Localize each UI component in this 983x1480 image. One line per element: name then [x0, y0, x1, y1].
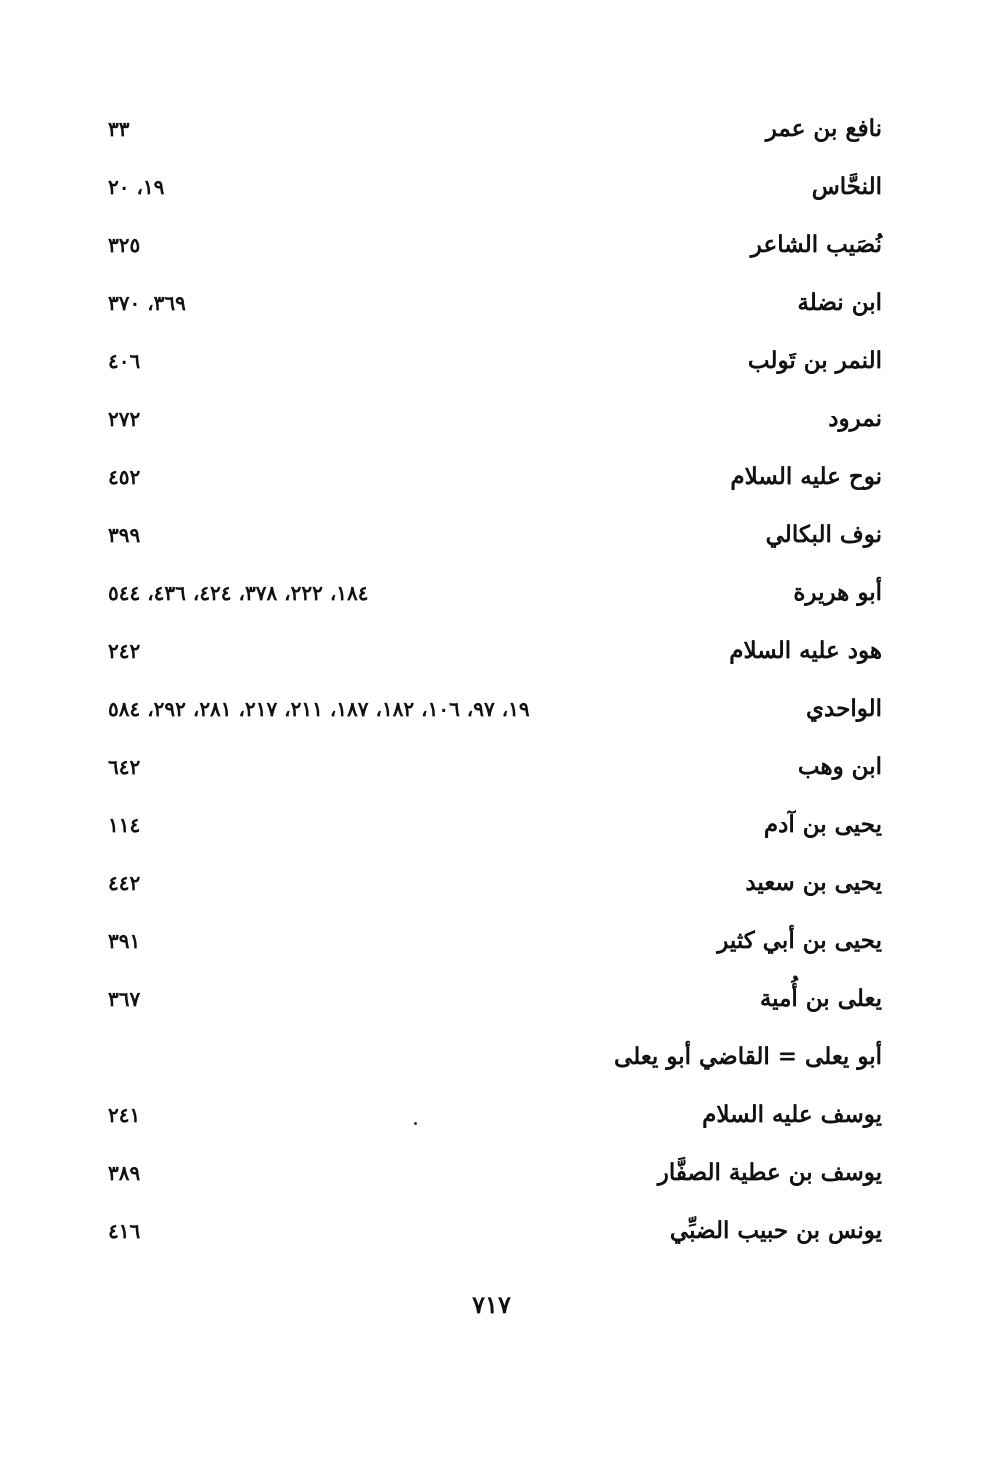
entry-name: يوسف بن عطية الصفَّار: [657, 1159, 882, 1186]
index-entry: [108, 224, 882, 282]
entry-page-refs: ٤٥٢: [108, 465, 141, 489]
index-entry: [108, 340, 882, 398]
entry-page-refs: ٣٦٧: [108, 987, 141, 1011]
index-entry: [108, 978, 882, 1036]
entry-name: ابن وهب: [797, 753, 882, 780]
index-entry: [108, 862, 882, 920]
entry-page-refs: ١١٤: [108, 813, 141, 837]
entry-page-refs: ٢٤١: [108, 1103, 141, 1127]
entry-page-refs: ٣٢٥: [108, 233, 141, 257]
entry-name: يحيى بن سعيد: [745, 869, 882, 896]
entry-page-refs: ٣٨٩: [108, 1161, 141, 1185]
index-entry: [108, 1210, 882, 1268]
entry-page-refs: ٣٩١: [108, 929, 141, 953]
index-entry: [108, 456, 882, 514]
index-entry: [108, 920, 882, 978]
entry-page-refs: ٤١٦: [108, 1219, 141, 1243]
entry-page-refs: ١٨٤، ٢٢٢، ٣٧٨، ٤٢٤، ٤٣٦، ٥٤٤: [108, 581, 369, 605]
entry-name: نمرود: [828, 405, 882, 432]
entry-page-refs: ١٩، ٩٧، ١٠٦، ١٨٢، ١٨٧، ٢١١، ٢١٧، ٢٨١، ٢٩٢، ٥٨٤: [108, 697, 530, 721]
index-entry: [108, 108, 882, 166]
entry-page-refs: ٣٦٩، ٣٧٠: [108, 291, 186, 315]
index-entry: [108, 688, 882, 746]
entry-name: نُصَيب الشاعر: [750, 231, 882, 258]
entry-name: يعلى بن أُمية: [759, 985, 882, 1012]
entry-name: يحيى بن أبي كثير: [717, 927, 882, 954]
entry-name: أبو هريرة: [793, 579, 882, 606]
entry-page-refs: ٦٤٢: [108, 755, 141, 779]
entry-name: نافع بن عمر: [765, 115, 882, 142]
index-entry: [108, 1094, 882, 1152]
index-entry: [108, 166, 882, 224]
entry-page-refs: ٤٠٦: [108, 349, 141, 373]
entry-page-refs: ٤٤٢: [108, 871, 141, 895]
index-entry: [108, 1036, 882, 1094]
page-number: ٧١٧: [472, 1290, 511, 1319]
index-list: [108, 108, 882, 1268]
index-entry: [108, 514, 882, 572]
entry-page-refs: ١٩، ٢٠: [108, 175, 165, 199]
entry-page-refs: ٢٤٢: [108, 639, 141, 663]
entry-name: أبو يعلى = القاضي أبو يعلى: [614, 1043, 882, 1070]
index-entry: [108, 630, 882, 688]
entry-name: يحيى بن آدم: [763, 811, 882, 838]
entry-name: نوح عليه السلام: [730, 463, 882, 490]
entry-name: يونس بن حبيب الضبِّي: [669, 1217, 882, 1244]
index-entry: [108, 746, 882, 804]
index-entry: [108, 804, 882, 862]
entry-name: الواحدي: [806, 695, 882, 722]
index-entry: [108, 398, 882, 456]
index-entry: [108, 282, 882, 340]
index-entry: [108, 1152, 882, 1210]
entry-page-refs: ٣٩٩: [108, 523, 141, 547]
print-speck: [414, 1122, 417, 1125]
entry-name: ابن نضلة: [797, 289, 882, 316]
entry-name: يوسف عليه السلام: [702, 1101, 882, 1128]
entry-name: النمر بن تَولب: [747, 347, 882, 374]
entry-page-refs: ٢٧٢: [108, 407, 141, 431]
index-entry: [108, 572, 882, 630]
entry-name: هود عليه السلام: [729, 637, 882, 664]
entry-page-refs: ٣٣: [108, 117, 130, 141]
entry-name: نوف البكالي: [765, 521, 882, 548]
entry-name: النحَّاس: [811, 173, 882, 200]
